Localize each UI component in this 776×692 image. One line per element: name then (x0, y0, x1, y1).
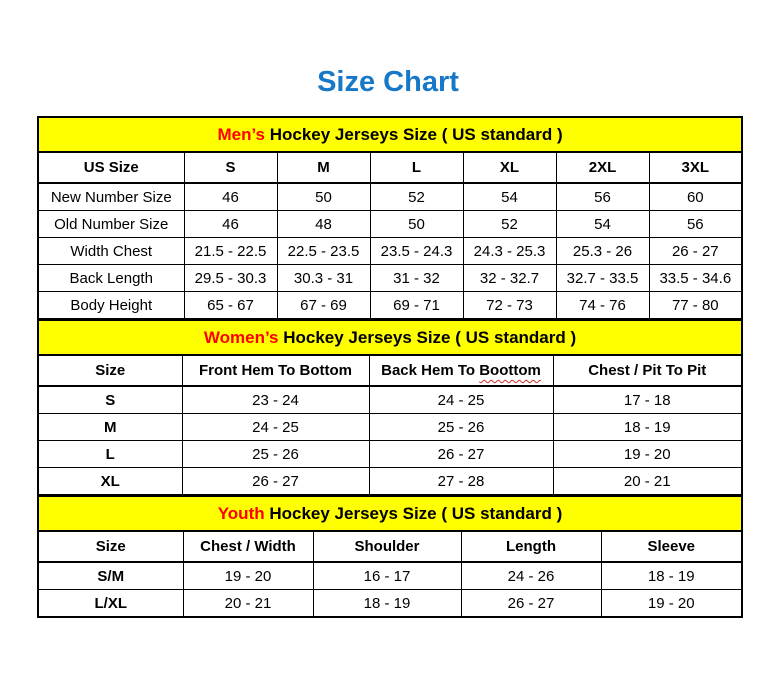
column-header: Size (38, 531, 183, 562)
womens-header-row (38, 355, 742, 386)
size-value-cell: 52 (463, 211, 556, 238)
womens-band-rest: Hockey Jerseys Size ( US standard ) (278, 327, 577, 347)
size-value-cell: 32 - 32.7 (463, 265, 556, 292)
size-value-cell: 25 - 26 (369, 414, 553, 441)
table-row (38, 183, 742, 211)
row-label: S/M (38, 562, 183, 590)
size-value-cell: 18 - 19 (313, 590, 461, 618)
size-value-cell: 31 - 32 (370, 265, 463, 292)
size-value-cell: 50 (370, 211, 463, 238)
size-value-cell: 72 - 73 (463, 292, 556, 319)
size-value-cell: 19 - 20 (553, 441, 742, 468)
column-header: Length (461, 531, 601, 562)
size-value-cell: 54 (556, 211, 649, 238)
table-row (38, 441, 742, 468)
size-value-cell: 16 - 17 (313, 562, 461, 590)
size-value-cell: 32.7 - 33.5 (556, 265, 649, 292)
size-value-cell: 18 - 19 (601, 562, 742, 590)
column-header: Shoulder (313, 531, 461, 562)
size-value-cell: 56 (649, 211, 742, 238)
size-value-cell: 46 (184, 183, 277, 211)
size-value-cell: 74 - 76 (556, 292, 649, 319)
size-value-cell: 26 - 27 (649, 238, 742, 265)
size-value-cell: 56 (556, 183, 649, 211)
row-label: Old Number Size (38, 211, 184, 238)
row-label: S (38, 386, 182, 414)
row-label: Body Height (38, 292, 184, 319)
row-label: M (38, 414, 182, 441)
size-value-cell: 67 - 69 (277, 292, 370, 319)
column-header (369, 355, 553, 386)
mens-header-row (38, 152, 742, 183)
column-header: Sleeve (601, 531, 742, 562)
size-value-cell: 24.3 - 25.3 (463, 238, 556, 265)
size-value-cell: 23.5 - 24.3 (370, 238, 463, 265)
size-value-cell: 21.5 - 22.5 (184, 238, 277, 265)
column-header: Front Hem To Bottom (182, 355, 369, 386)
mens-band-rest: Hockey Jerseys Size ( US standard ) (265, 124, 563, 144)
mens-band-title (38, 117, 742, 152)
column-header: S (184, 152, 277, 183)
womens-band-title (38, 320, 742, 355)
womens-band-highlight: Women’s (203, 327, 279, 347)
womens-section-band (38, 320, 742, 355)
row-label: Width Chest (38, 238, 184, 265)
youth-band-highlight: Youth (217, 503, 265, 523)
youth-band-title (38, 496, 742, 531)
size-value-cell: 54 (463, 183, 556, 211)
size-value-cell: 29.5 - 30.3 (184, 265, 277, 292)
column-header: Chest / Width (183, 531, 313, 562)
size-value-cell: 24 - 26 (461, 562, 601, 590)
table-row (38, 265, 742, 292)
column-header: 3XL (649, 152, 742, 183)
size-value-cell: 25.3 - 26 (556, 238, 649, 265)
size-value-cell: 22.5 - 23.5 (277, 238, 370, 265)
column-header: Chest / Pit To Pit (553, 355, 742, 386)
column-header: US Size (38, 152, 184, 183)
row-label: L/XL (38, 590, 183, 618)
size-value-cell: 24 - 25 (182, 414, 369, 441)
youth-header-row (38, 531, 742, 562)
womens-size-table (37, 319, 743, 495)
size-value-cell: 27 - 28 (369, 468, 553, 495)
column-header: L (370, 152, 463, 183)
column-header: 2XL (556, 152, 649, 183)
size-value-cell: 50 (277, 183, 370, 211)
size-value-cell: 65 - 67 (184, 292, 277, 319)
column-header: Size (38, 355, 182, 386)
size-value-cell: 25 - 26 (182, 441, 369, 468)
youth-size-table (37, 495, 743, 618)
size-value-cell: 24 - 25 (369, 386, 553, 414)
size-value-cell: 33.5 - 34.6 (649, 265, 742, 292)
size-value-cell: 52 (370, 183, 463, 211)
size-value-cell: 69 - 71 (370, 292, 463, 319)
size-value-cell: 26 - 27 (369, 441, 553, 468)
row-label: New Number Size (38, 183, 184, 211)
row-label: XL (38, 468, 182, 495)
column-header: M (277, 152, 370, 183)
size-value-cell: 26 - 27 (461, 590, 601, 618)
mens-size-table (37, 116, 743, 319)
size-value-cell: 77 - 80 (649, 292, 742, 319)
mens-section-band (38, 117, 742, 152)
size-value-cell: 48 (277, 211, 370, 238)
size-value-cell: 26 - 27 (182, 468, 369, 495)
row-label: Back Length (38, 265, 184, 292)
size-value-cell: 18 - 19 (553, 414, 742, 441)
youth-section-band (38, 496, 742, 531)
back-hem-prefix: Back Hem To (381, 362, 480, 379)
youth-band-rest: Hockey Jerseys Size ( US standard ) (264, 503, 563, 523)
size-value-cell: 23 - 24 (182, 386, 369, 414)
table-row (38, 468, 742, 495)
table-row (38, 562, 742, 590)
table-row (38, 211, 742, 238)
table-row (38, 414, 742, 441)
back-hem-misspelled-word: Boottom (479, 362, 541, 379)
size-value-cell: 17 - 18 (553, 386, 742, 414)
table-row (38, 590, 742, 618)
size-value-cell: 20 - 21 (183, 590, 313, 618)
table-row (38, 238, 742, 265)
mens-band-highlight: Men’s (217, 124, 265, 144)
table-row (38, 292, 742, 319)
tables-container (37, 116, 741, 618)
size-value-cell: 46 (184, 211, 277, 238)
size-value-cell: 20 - 21 (553, 468, 742, 495)
size-value-cell: 30.3 - 31 (277, 265, 370, 292)
column-header: XL (463, 152, 556, 183)
row-label: L (38, 441, 182, 468)
size-value-cell: 60 (649, 183, 742, 211)
size-value-cell: 19 - 20 (601, 590, 742, 618)
table-row (38, 386, 742, 414)
size-value-cell: 19 - 20 (183, 562, 313, 590)
page-title: Size Chart (317, 66, 459, 98)
